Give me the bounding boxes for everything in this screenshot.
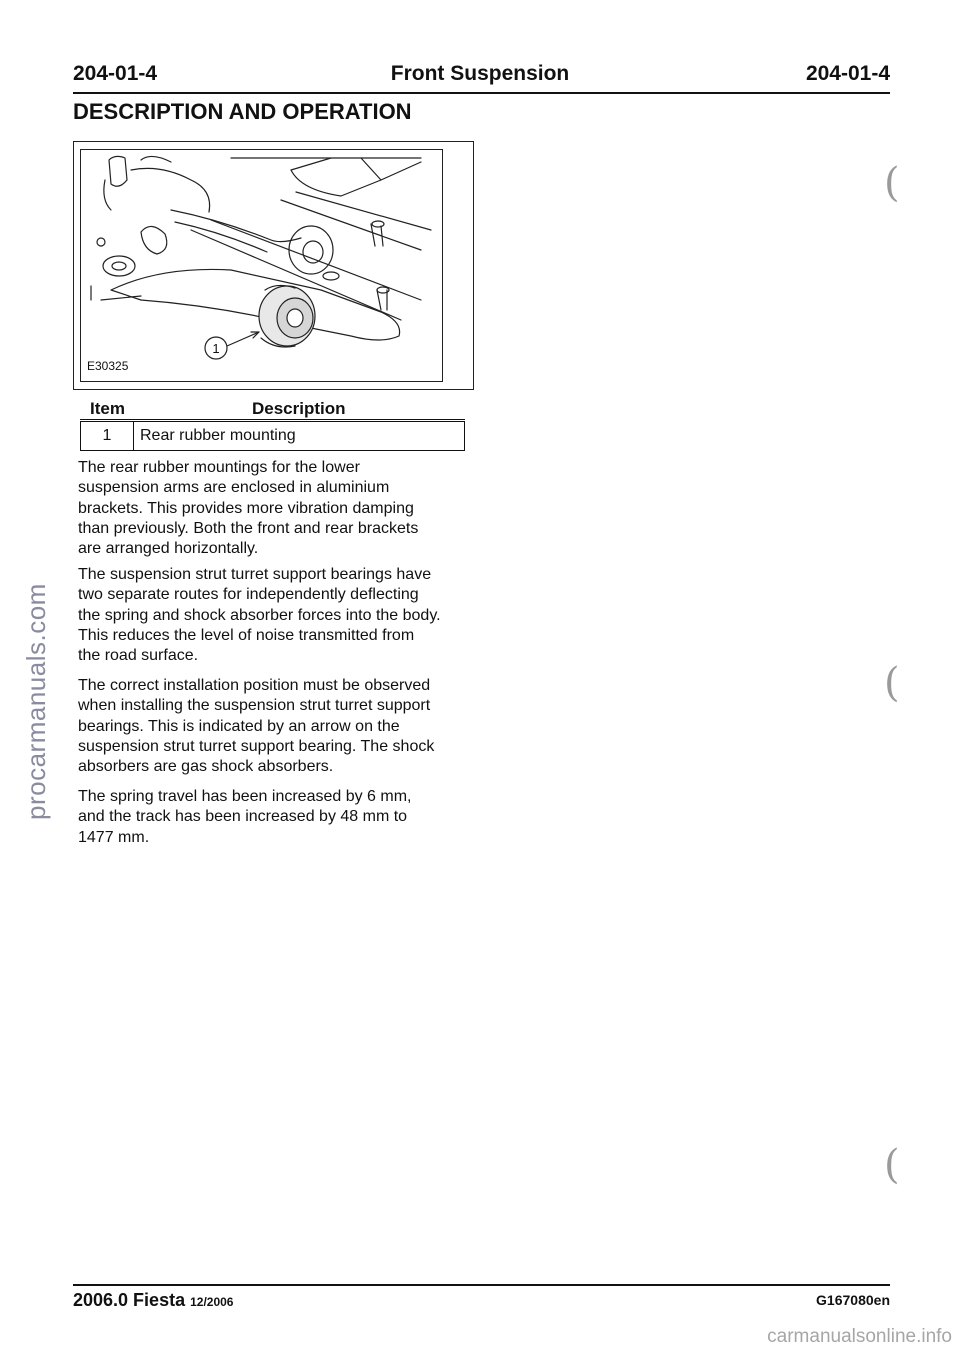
paragraph-spring-travel: The spring travel has been increased by 6 mm, and the track has been increased by 48 mm to 1477 mm.: [78, 788, 412, 846]
strut-top-part: [109, 156, 127, 186]
callout-arrow: [227, 332, 259, 346]
footer-date: 12/2006: [190, 1295, 234, 1309]
footer-doc-code: G167080en: [816, 1292, 890, 1308]
binder-mark: (: [884, 1142, 900, 1188]
side-watermark: procarmanuals.com: [21, 583, 51, 820]
front-mount: [103, 256, 135, 276]
footer-model: [73, 1290, 233, 1311]
section-title: DESCRIPTION AND OPERATION: [73, 99, 412, 124]
paragraph-turret-bearings: The suspension strut turret support bearings have two separate routes for independently deflecting the spring and shock absorber forces into the body. This reduces the level of noise transmitted from the road surface.: [78, 566, 441, 665]
table-cell-description: Rear rubber mounting: [140, 427, 296, 444]
table-header-description: Description: [252, 399, 346, 418]
table-header-item: Item: [90, 399, 125, 418]
lower-suspension-arm: [111, 269, 400, 340]
table-row: [80, 421, 465, 451]
callout-number: 1: [212, 341, 220, 356]
header-rule: [73, 92, 890, 94]
page-title: Front Suspension: [390, 62, 570, 85]
footer-model-name: 2006.0 Fiesta: [73, 1290, 186, 1310]
table-cell-item: 1: [81, 422, 134, 450]
bottom-watermark: carmanualsonline.info: [767, 1326, 952, 1347]
paragraph-rubber-mountings: The rear rubber mountings for the lower suspension arms are enclosed in aluminium brackets. This provides more vibration damping than previously. Both the front and rear brackets are arranged horizontally.: [78, 459, 419, 558]
table-header-rule: [80, 419, 465, 420]
bracket-clamp: [289, 226, 333, 274]
upper-curve-part: [131, 168, 210, 212]
binder-mark: (: [884, 660, 900, 706]
suspension-drawing: [81, 150, 442, 381]
page-number-right: 204-01-4: [805, 62, 890, 85]
binder-mark: (: [884, 160, 900, 206]
suspension-illustration: [80, 149, 443, 382]
figure-code: E30325: [87, 359, 129, 373]
footer-rule: [73, 1284, 890, 1286]
page-number-left: 204-01-4: [73, 62, 158, 85]
rear-rubber-mounting: [259, 285, 315, 347]
paragraph-installation: The correct installation position must be observed when installing the suspension strut turret support bearings. This is indicated by an arrow on the suspension strut turret support bearing. The shock absorbers are gas shock absorbers.: [78, 677, 435, 776]
